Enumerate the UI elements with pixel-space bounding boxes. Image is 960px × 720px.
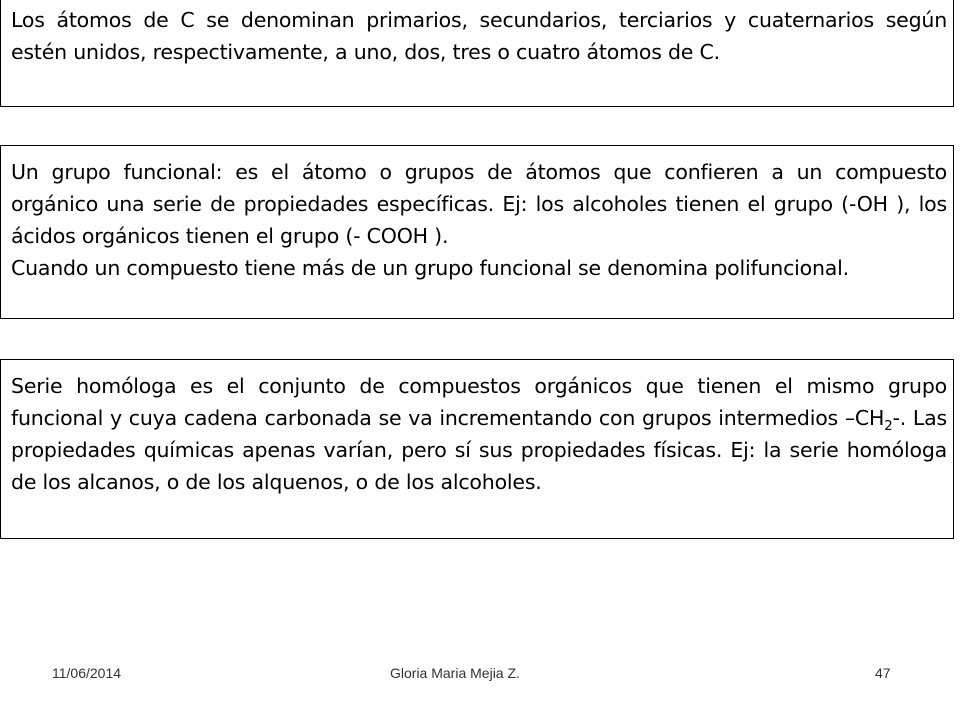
homologous-series-text bbox=[11, 370, 947, 498]
polifunctional-definition: Cuando un compuesto tiene más de un grupo funcional se denomina polifuncional. bbox=[11, 256, 849, 280]
footer-author: Gloria Maria Mejia Z. bbox=[390, 665, 520, 681]
footer-date: 11/06/2014 bbox=[52, 665, 122, 681]
homologous-series-box bbox=[0, 359, 954, 539]
homologous-series-text-end: -. Las propiedades químicas apenas varían, pero sí sus propiedades físicas. Ej: la serie homóloga de los alcanos, o de los alquenos, o de los alcoholes. bbox=[11, 406, 947, 494]
functional-group-box bbox=[0, 145, 954, 319]
carbon-classification-box bbox=[0, 0, 954, 107]
ch2-subscript: 2 bbox=[884, 419, 893, 435]
homologous-series-text-start: Serie homóloga es el conjunto de compuestos orgánicos que tienen el mismo grupo funcional y cuya cadena carbonada se va incrementando con grupos intermedios –CH bbox=[11, 374, 947, 430]
carbon-classification-text: Los átomos de C se denominan primarios, secundarios, terciarios y cuaternarios según estén unidos, respectivamente, a uno, dos, tres o cuatro átomos de C. bbox=[11, 8, 947, 64]
functional-group-definition: Un grupo funcional: es el átomo o grupos de átomos que confieren a un compuesto orgánico una serie de propiedades específicas. Ej: los alcoholes tienen el grupo (-OH ), los ácidos orgánicos tienen el grupo (- COOH ). bbox=[11, 160, 947, 248]
footer-page-number: 47 bbox=[875, 665, 891, 681]
